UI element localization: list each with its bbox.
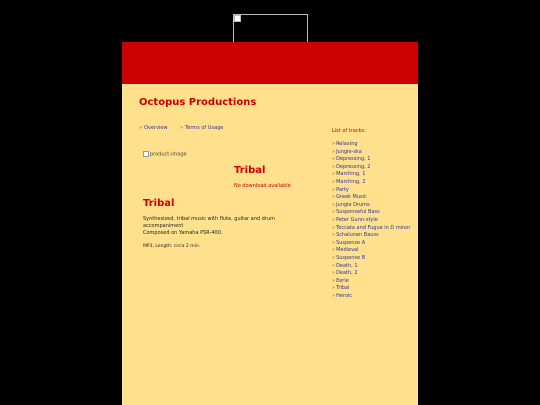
bullet-icon: » [332, 247, 336, 254]
nav-link-overview[interactable] [139, 125, 168, 131]
bullet-icon: » [180, 125, 184, 131]
download-status: No download available [234, 183, 291, 189]
track-label[interactable]: Jungle-ska [336, 148, 362, 155]
bullet-icon: » [332, 186, 336, 193]
bullet-icon: » [332, 171, 336, 178]
bullet-icon: » [332, 194, 336, 201]
bullet-icon: » [332, 292, 336, 299]
page-panel [122, 42, 418, 405]
track-link[interactable] [332, 187, 410, 195]
track-label[interactable]: Schalunen Bauss [336, 232, 379, 239]
track-label[interactable]: Tribal [336, 285, 350, 292]
product-image [143, 151, 187, 158]
track-link[interactable] [332, 149, 410, 157]
nav-overview-label[interactable]: Overview [144, 125, 168, 131]
bullet-icon: » [332, 254, 336, 261]
bullet-icon: » [332, 232, 336, 239]
product-description [143, 216, 303, 237]
track-label[interactable]: Marching, 2 [336, 178, 366, 185]
nav-link-terms[interactable] [180, 125, 223, 131]
track-label[interactable]: Heroic [336, 292, 353, 299]
track-link[interactable] [332, 141, 410, 149]
track-link[interactable] [332, 293, 410, 301]
track-link[interactable] [332, 285, 410, 293]
product-image-alt: product-image [150, 151, 187, 158]
bullet-icon: » [332, 163, 336, 170]
tracks-heading: List of tracks: [332, 128, 366, 134]
track-link[interactable] [332, 240, 410, 248]
product-title: Tribal [143, 198, 175, 209]
track-link[interactable] [332, 278, 410, 286]
track-link[interactable] [332, 232, 410, 240]
bullet-icon: » [332, 239, 336, 246]
track-label[interactable]: Suspenseful Bass [336, 209, 380, 216]
header-banner [122, 42, 418, 84]
track-link[interactable] [332, 202, 410, 210]
product-title-right: Tribal [234, 165, 266, 176]
product-meta: MP3, Length: circa 2 min. [143, 244, 201, 249]
bullet-icon: » [332, 156, 336, 163]
track-link[interactable] [332, 247, 410, 255]
track-link[interactable] [332, 156, 410, 164]
track-label[interactable]: Suspense A [336, 239, 366, 246]
bullet-icon: » [332, 178, 336, 185]
description-line: Composed on Yamaha PSR-400. [143, 230, 223, 236]
track-label[interactable]: Medieval [336, 247, 359, 254]
track-label[interactable]: Death, 1 [336, 262, 358, 269]
nav-terms-label[interactable]: Terms of Usage [185, 125, 224, 131]
track-link[interactable] [332, 179, 410, 187]
track-link[interactable] [332, 209, 410, 217]
track-label[interactable]: Depressing, 2 [336, 163, 371, 170]
broken-image-icon [143, 151, 149, 157]
bullet-icon: » [332, 216, 336, 223]
bullet-icon: » [332, 148, 336, 155]
track-link[interactable] [332, 171, 410, 179]
track-label[interactable]: Depressing, 1 [336, 156, 371, 163]
track-link[interactable] [332, 255, 410, 263]
bullet-icon: » [332, 201, 336, 208]
bullet-icon: » [332, 277, 336, 284]
track-link[interactable] [332, 164, 410, 172]
bullet-icon: » [332, 224, 336, 231]
track-label[interactable]: Suspense B [336, 254, 366, 261]
description-line: Synthesized, tribal music with flute, guitar and drum accompaniment [143, 216, 275, 229]
track-link[interactable] [332, 217, 410, 225]
track-label[interactable]: Marching, 1 [336, 171, 366, 178]
bullet-icon: » [332, 270, 336, 277]
bullet-icon: » [332, 262, 336, 269]
track-label[interactable]: Toccata and Fugue in D minor [336, 224, 411, 231]
site-title: Octopus Productions [139, 97, 257, 108]
track-link[interactable] [332, 263, 410, 271]
bullet-icon: » [332, 141, 336, 147]
track-link[interactable] [332, 270, 410, 278]
track-label[interactable]: Greek Music [336, 194, 367, 201]
track-label[interactable]: Relaxing [336, 141, 358, 147]
bullet-icon: » [332, 285, 336, 292]
track-label[interactable]: Peter Gunn-style [336, 216, 378, 223]
track-label[interactable]: Party [336, 186, 349, 193]
bullet-icon: » [332, 209, 336, 216]
track-link[interactable] [332, 194, 410, 202]
track-list [332, 141, 410, 300]
track-label[interactable]: Eerie [336, 277, 349, 284]
track-label[interactable]: Death, 2 [336, 270, 358, 277]
broken-image-icon [234, 15, 241, 22]
track-link[interactable] [332, 225, 410, 233]
bullet-icon: » [139, 125, 143, 131]
track-label[interactable]: Jungle Drums [336, 201, 370, 208]
